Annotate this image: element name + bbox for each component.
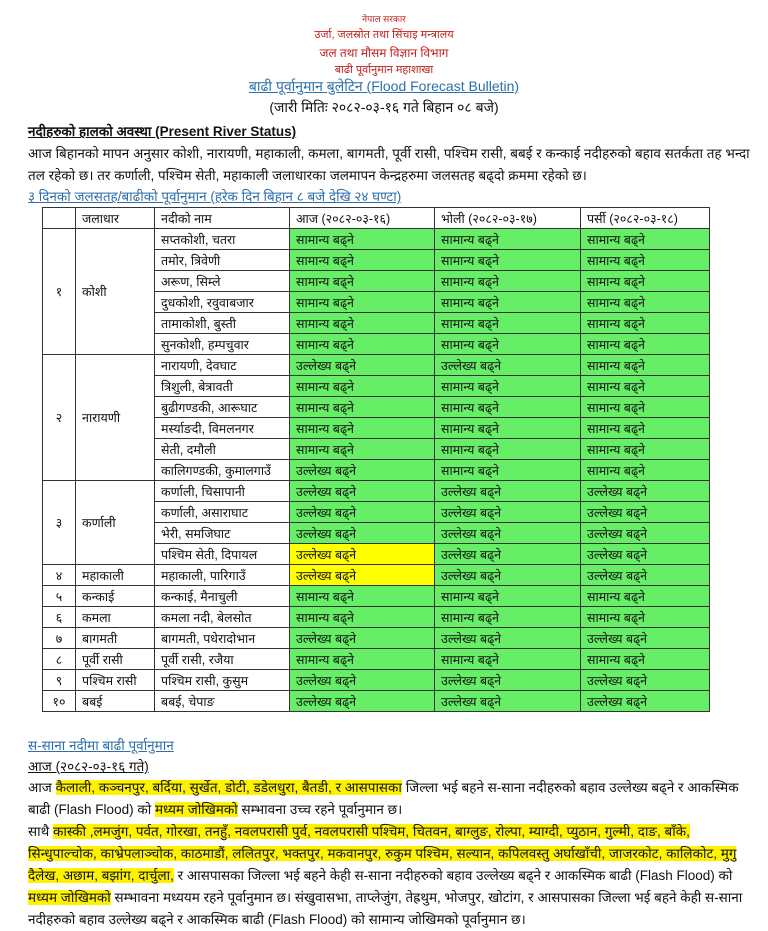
table-row bbox=[43, 229, 710, 250]
issue-date: (जारी मितिः २०८२-०३-१६ गते बिहान ०८ बजे) bbox=[269, 99, 499, 115]
col-header-basin: जलाधार bbox=[76, 208, 155, 229]
river-station: कर्णाली, चिसापानी bbox=[155, 481, 290, 502]
river-station: नारायणी, देवघाट bbox=[155, 355, 290, 376]
forecast-cell: उल्लेख्य बढ्ने bbox=[435, 355, 581, 376]
forecast-cell: उल्लेख्य बढ्ने bbox=[435, 544, 581, 565]
forecast-cell: उल्लेख्य बढ्ने bbox=[435, 481, 581, 502]
basin-number: १० bbox=[43, 691, 76, 712]
forecast-cell: उल्लेख्य बढ्ने bbox=[581, 502, 710, 523]
text-segment: साथै bbox=[28, 824, 53, 839]
basin-name: कमला bbox=[76, 607, 155, 628]
forecast-cell: सामान्य बढ्ने bbox=[435, 334, 581, 355]
river-station: दुधकोशी, रवुवाबजार bbox=[155, 292, 290, 313]
river-station: कर्णाली, असाराघाट bbox=[155, 502, 290, 523]
river-station: पश्चिम सेती, दिपायल bbox=[155, 544, 290, 565]
highlighted-districts: कैलाली, कञ्चनपुर, बर्दिया, सुर्खेत, डोटी, डडेलधुरा, बैतडी, र आसपासका bbox=[55, 780, 402, 795]
basin-number: ३ bbox=[43, 481, 76, 565]
forecast-cell: सामान्य बढ्ने bbox=[435, 586, 581, 607]
forecast-cell: उल्लेख्य बढ्ने bbox=[435, 565, 581, 586]
basin-number: ४ bbox=[43, 565, 76, 586]
river-station: बबई, चेपाङ bbox=[155, 691, 290, 712]
text-segment: जिल्ला भई बहने स-साना नदीहरुको बहाव उल्लेख्य बढ्ने र आकस्मिक बाढी (Flash Flood) को bbox=[28, 780, 739, 817]
col-header-no bbox=[43, 208, 76, 229]
table-row bbox=[43, 481, 710, 502]
forecast-cell: उल्लेख्य बढ्ने bbox=[435, 691, 581, 712]
forecast-cell: सामान्य बढ्ने bbox=[581, 397, 710, 418]
forecast-cell: उल्लेख्य बढ्ने bbox=[435, 502, 581, 523]
forecast-cell: उल्लेख्य बढ्ने bbox=[435, 628, 581, 649]
forecast-cell: उल्लेख्य बढ्ने bbox=[581, 544, 710, 565]
table-row bbox=[43, 649, 710, 670]
forecast-cell: सामान्य बढ्ने bbox=[581, 460, 710, 481]
forecast-cell: उल्लेख्य बढ्ने bbox=[581, 565, 710, 586]
river-station: भेरी, समजिघाट bbox=[155, 523, 290, 544]
basin-number: ८ bbox=[43, 649, 76, 670]
ministry-name: उर्जा, जलस्रोत तथा सिंचाइ मन्त्रालय bbox=[314, 29, 454, 41]
forecast-cell: सामान्य बढ्ने bbox=[435, 376, 581, 397]
highlighted-risk: मध्यम जोखिमको bbox=[154, 802, 238, 817]
forecast-cell: सामान्य बढ्ने bbox=[435, 313, 581, 334]
table-row bbox=[43, 628, 710, 649]
basin-number: ५ bbox=[43, 586, 76, 607]
basin-name: कन्काई bbox=[76, 586, 155, 607]
forecast-cell: सामान्य बढ्ने bbox=[581, 649, 710, 670]
basin-name: महाकाली bbox=[76, 565, 155, 586]
basin-name: पूर्वी रासी bbox=[76, 649, 155, 670]
forecast-cell: सामान्य बढ्ने bbox=[435, 439, 581, 460]
river-station: अरूण, सिम्ले bbox=[155, 271, 290, 292]
forecast-cell: उल्लेख्य बढ्ने bbox=[290, 544, 435, 565]
forecast-cell: सामान्य बढ्ने bbox=[290, 313, 435, 334]
forecast-cell: सामान्य बढ्ने bbox=[581, 271, 710, 292]
basin-number: ९ bbox=[43, 670, 76, 691]
forecast-cell: सामान्य बढ्ने bbox=[435, 649, 581, 670]
basin-name: बबई bbox=[76, 691, 155, 712]
forecast-cell: सामान्य बढ्ने bbox=[435, 292, 581, 313]
small-rivers-para-1 bbox=[28, 777, 753, 821]
forecast-cell: सामान्य बढ्ने bbox=[581, 355, 710, 376]
forecast-cell: उल्लेख्य बढ्ने bbox=[290, 565, 435, 586]
forecast-cell: सामान्य बढ्ने bbox=[290, 586, 435, 607]
river-station: त्रिशुली, बेत्रावती bbox=[155, 376, 290, 397]
forecast-cell: सामान्य बढ्ने bbox=[435, 607, 581, 628]
forecast-cell: सामान्य बढ्ने bbox=[435, 229, 581, 250]
highlighted-districts: कास्की ,लमजुंग, पर्वत, गोरखा, तनहुँ, नवलपरासी पुर्व, नवलपरासी पश्चिम, चितवन, बाग्लुङ, रोल्पा, म्याग्दी, प्युठान, गुल्मी, दाङ, बाँके, सिन्धुपाल्चोक, काभ्रेपलाञ्चोक, काठमाडौं, ललितपुर, भक्तपुर, मकवानपुर, रुकुम पश्चिम, सल्यान, कपिलवस्तु अर्घाखाँची, जाजरकोट, कालिकोट, मुगु दैलेख, अछाम, बझांग, दार्चुला, bbox=[28, 824, 737, 883]
forecast-cell: सामान्य बढ्ने bbox=[290, 397, 435, 418]
river-station: बुढीगण्डकी, आरूघाट bbox=[155, 397, 290, 418]
river-station: सप्तकोशी, चतरा bbox=[155, 229, 290, 250]
text-segment: सम्भावना उच्च रहने पूर्वानुमान छ। bbox=[237, 802, 403, 817]
forecast-cell: सामान्य बढ्ने bbox=[290, 418, 435, 439]
department-name: जल तथा मौसम विज्ञान विभाग bbox=[319, 46, 449, 60]
forecast-cell: उल्लेख्य बढ्ने bbox=[290, 355, 435, 376]
river-station: कन्काई, मैनाचुली bbox=[155, 586, 290, 607]
forecast-cell: सामान्य बढ्ने bbox=[290, 250, 435, 271]
small-rivers-date: आज (२०८२-०३-१६ गते) bbox=[28, 759, 149, 774]
river-station: सेती, दमौली bbox=[155, 439, 290, 460]
basin-number: १ bbox=[43, 229, 76, 355]
forecast-cell: उल्लेख्य बढ्ने bbox=[290, 691, 435, 712]
forecast-cell: उल्लेख्य बढ्ने bbox=[435, 523, 581, 544]
forecast-cell: उल्लेख्य बढ्ने bbox=[581, 670, 710, 691]
forecast-cell: सामान्य बढ्ने bbox=[290, 229, 435, 250]
forecast-cell: सामान्य बढ्ने bbox=[435, 271, 581, 292]
small-rivers-heading: स-साना नदीमा बाढी पूर्वानुमान bbox=[28, 738, 174, 753]
forecast-cell: सामान्य बढ्ने bbox=[581, 250, 710, 271]
forecast-cell: सामान्य बढ्ने bbox=[435, 460, 581, 481]
forecast-cell: सामान्य बढ्ने bbox=[290, 292, 435, 313]
forecast-table bbox=[42, 207, 710, 712]
basin-name: नारायणी bbox=[76, 355, 155, 481]
river-station: सुनकोशी, हम्पचुवार bbox=[155, 334, 290, 355]
forecast-cell: उल्लेख्य बढ्ने bbox=[581, 628, 710, 649]
river-station: तामाकोशी, बुस्ती bbox=[155, 313, 290, 334]
table-row bbox=[43, 355, 710, 376]
col-header-river: नदीको नाम bbox=[155, 208, 290, 229]
col-header-day-after: पर्सी (२०८२-०३-१८) bbox=[581, 208, 710, 229]
basin-name: बागमती bbox=[76, 628, 155, 649]
basin-number: ६ bbox=[43, 607, 76, 628]
gov-name: नेपाल सरकार bbox=[362, 14, 406, 24]
forecast-cell: सामान्य बढ्ने bbox=[581, 607, 710, 628]
basin-number: ७ bbox=[43, 628, 76, 649]
forecast-cell: सामान्य बढ्ने bbox=[581, 313, 710, 334]
forecast-cell: सामान्य बढ्ने bbox=[581, 292, 710, 313]
table-row bbox=[43, 691, 710, 712]
basin-number: २ bbox=[43, 355, 76, 481]
forecast-cell: सामान्य बढ्ने bbox=[581, 376, 710, 397]
river-station: तमोर, त्रिवेणी bbox=[155, 250, 290, 271]
forecast-cell: उल्लेख्य बढ्ने bbox=[581, 691, 710, 712]
forecast-cell: उल्लेख्य बढ्ने bbox=[290, 523, 435, 544]
basin-name: पश्चिम रासी bbox=[76, 670, 155, 691]
table-row bbox=[43, 586, 710, 607]
table-row bbox=[43, 670, 710, 691]
text-segment: सम्भावना मध्ययम रहने पूर्वानुमान छ। संखुवासभा, ताप्लेजुंग, तेह्रथुम, भोजपुर, खोटांग, र आसपासका जिल्ला भई बहने केही स-साना नदीहरुको बहाव उल्लेख्य बढ्ने र आकस्मिक बाढी (Flash Flood) को सामान्य जोखिमको पूर्वानुमान छ। bbox=[28, 890, 743, 927]
text-segment: र आसपासका जिल्ला भई बहने केही स-साना नदीहरुको बहाव उल्लेख्य बढ्ने र आकस्मिक बाढी (Flash Flood) को bbox=[173, 868, 733, 883]
text-segment: आज bbox=[28, 780, 56, 795]
river-station: मर्स्याङदी, विमलनगर bbox=[155, 418, 290, 439]
table-row bbox=[43, 565, 710, 586]
river-station: पश्चिम रासी, कुसुम bbox=[155, 670, 290, 691]
forecast-cell: सामान्य बढ्ने bbox=[435, 250, 581, 271]
river-station: कमला नदी, बेलसोत bbox=[155, 607, 290, 628]
forecast-cell: सामान्य बढ्ने bbox=[581, 418, 710, 439]
forecast-cell: सामान्य बढ्ने bbox=[435, 418, 581, 439]
forecast-cell: उल्लेख्य बढ्ने bbox=[435, 670, 581, 691]
col-header-tomorrow: भोली (२०८२-०३-१७) bbox=[435, 208, 581, 229]
division-name: बाढी पूर्वानुमान महाशाखा bbox=[334, 64, 434, 76]
forecast-cell: सामान्य बढ्ने bbox=[290, 376, 435, 397]
forecast-cell: सामान्य बढ्ने bbox=[290, 271, 435, 292]
forecast-cell: उल्लेख्य बढ्ने bbox=[290, 481, 435, 502]
forecast-cell: सामान्य बढ्ने bbox=[290, 334, 435, 355]
forecast-cell: उल्लेख्य बढ्ने bbox=[290, 502, 435, 523]
forecast-cell: सामान्य बढ्ने bbox=[581, 334, 710, 355]
forecast-cell: उल्लेख्य बढ्ने bbox=[290, 628, 435, 649]
forecast-heading: ३ दिनको जलसतह/बाढीको पूर्वानुमान (हरेक दिन बिहान ८ बजे देखि २४ घण्टा) bbox=[28, 189, 402, 204]
table-row bbox=[43, 607, 710, 628]
highlighted-risk: मध्यम जोखिमको bbox=[28, 890, 111, 905]
forecast-cell: सामान्य बढ्ने bbox=[290, 439, 435, 460]
present-status-text: आज बिहानको मापन अनुसार कोशी, नारायणी, महाकाली, कमला, बागमती, पूर्वी रासी, पश्चिम रासी, बबई र कन्काई नदीहरुको बहाव सतर्कता तह भन्दा तल रहेको छ। तर कर्णाली, पश्चिम सेती, महाकाली जलाधारका जलमापन केन्द्रहरुमा जलसतह बढ्दो क्रममा रहेको छ। bbox=[28, 146, 750, 183]
forecast-cell: सामान्य बढ्ने bbox=[581, 439, 710, 460]
small-rivers-para-2 bbox=[28, 821, 753, 931]
forecast-cell: उल्लेख्य बढ्ने bbox=[581, 481, 710, 502]
forecast-cell: सामान्य बढ्ने bbox=[581, 586, 710, 607]
river-station: बागमती, पधेरादोभान bbox=[155, 628, 290, 649]
forecast-cell: उल्लेख्य बढ्ने bbox=[581, 523, 710, 544]
present-status-heading: नदीहरुको हालको अवस्था (Present River Status) bbox=[28, 124, 297, 139]
basin-name: कोशी bbox=[76, 229, 155, 355]
forecast-cell: उल्लेख्य बढ्ने bbox=[290, 460, 435, 481]
forecast-cell: उल्लेख्य बढ्ने bbox=[290, 670, 435, 691]
forecast-cell: सामान्य बढ्ने bbox=[290, 607, 435, 628]
col-header-today: आज (२०८२-०३-१६) bbox=[290, 208, 435, 229]
river-station: कालिगण्डकी, कुमालगाउँ bbox=[155, 460, 290, 481]
forecast-cell: सामान्य बढ्ने bbox=[581, 229, 710, 250]
table-header-row bbox=[43, 208, 710, 229]
bulletin-title: बाढी पूर्वानुमान बुलेटिन (Flood Forecast Bulletin) bbox=[248, 78, 520, 94]
forecast-cell: सामान्य बढ्ने bbox=[290, 649, 435, 670]
forecast-cell: सामान्य बढ्ने bbox=[435, 397, 581, 418]
river-station: पूर्वी रासी, रजैया bbox=[155, 649, 290, 670]
basin-name: कर्णाली bbox=[76, 481, 155, 565]
river-station: महाकाली, पारिगाउँ bbox=[155, 565, 290, 586]
